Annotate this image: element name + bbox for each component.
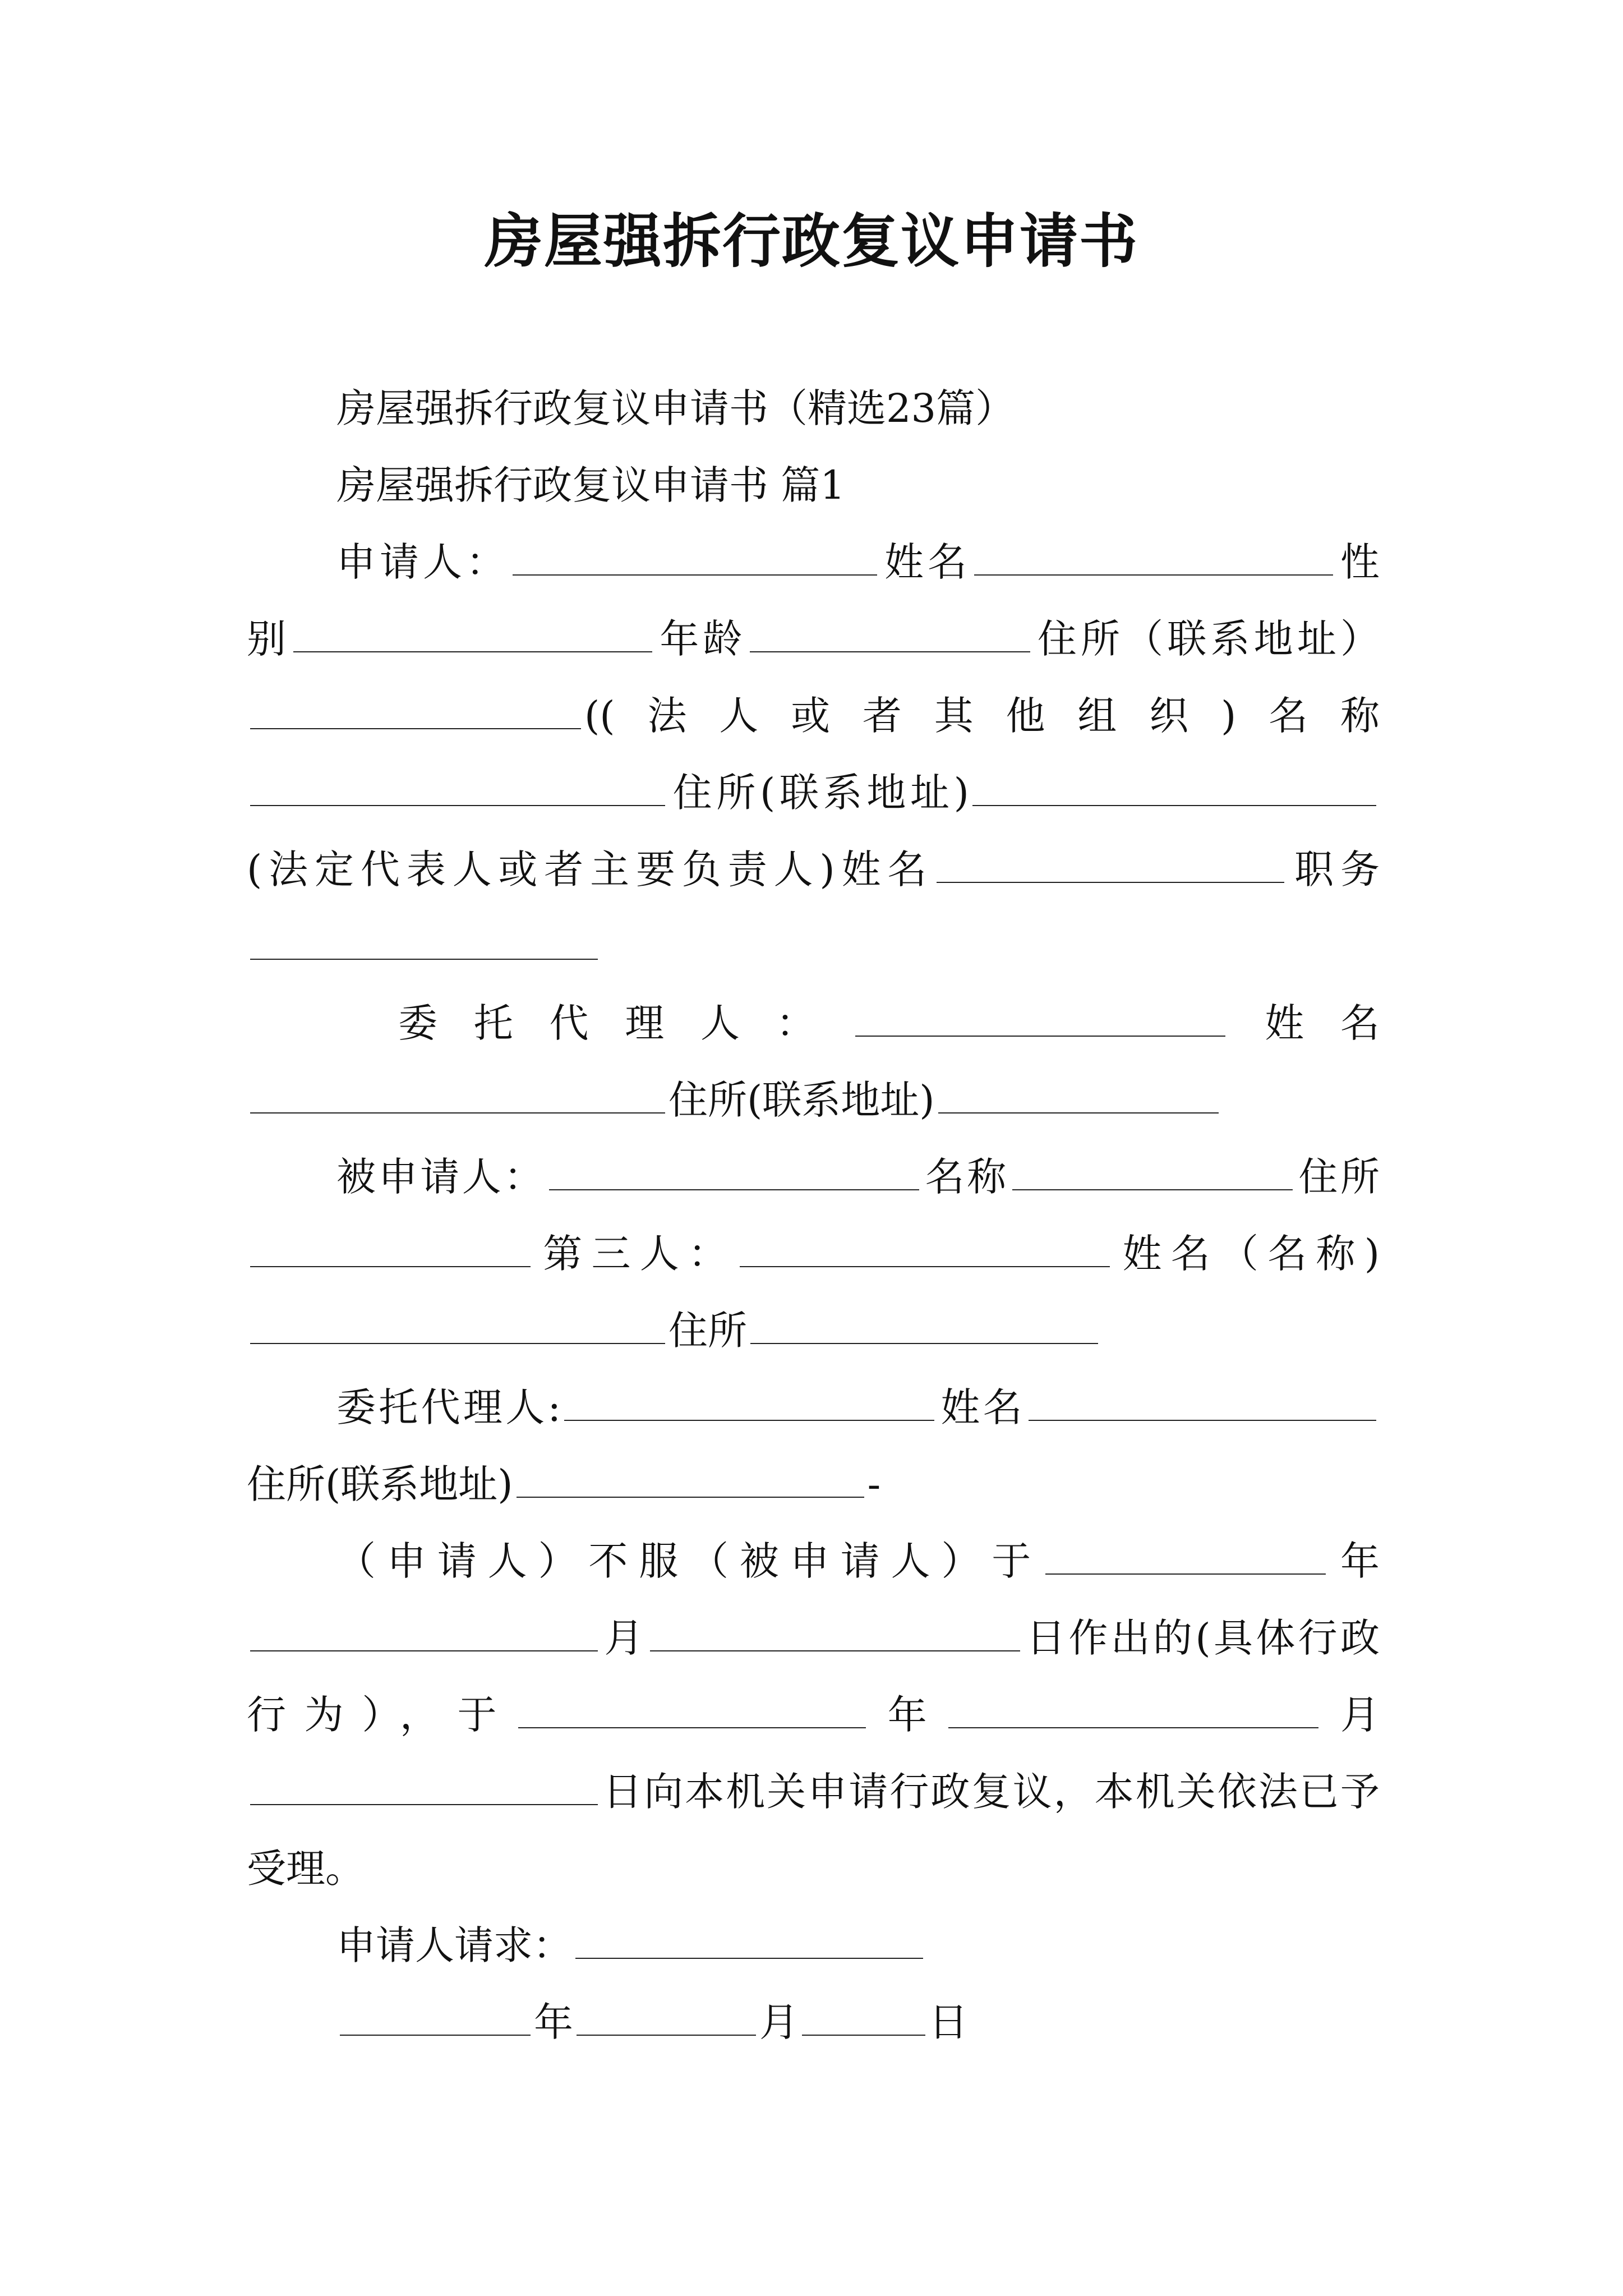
- agent2-dash: -: [867, 1461, 881, 1507]
- blank-field[interactable]: [972, 770, 1376, 806]
- statement-part1: （申请人）不服（被申请人）于: [336, 1538, 1043, 1584]
- blank-field[interactable]: [974, 540, 1333, 576]
- blank-field[interactable]: [564, 1385, 934, 1421]
- blank-field[interactable]: [549, 1154, 919, 1190]
- statement-year: 年: [1329, 1538, 1380, 1584]
- respondent-label: 被申请人：: [336, 1154, 546, 1200]
- blank-field[interactable]: [250, 1078, 665, 1114]
- third-party-address-label: 住所: [668, 1308, 747, 1354]
- blank-field[interactable]: [1045, 1539, 1326, 1575]
- subtitle: 房屋强拆行政复议申请书（精选23篇）: [336, 385, 1015, 431]
- blank-field[interactable]: [250, 693, 581, 729]
- date-month: 月: [759, 1999, 799, 2045]
- blank-field[interactable]: [250, 1769, 598, 1805]
- agent2-name-label: 姓名: [938, 1384, 1025, 1430]
- day-blank[interactable]: [802, 2000, 925, 2036]
- statement-section: [247, 1523, 1380, 1907]
- document-body: [247, 370, 1380, 2061]
- date-year: 年: [534, 1999, 573, 2045]
- blank-field[interactable]: [855, 1001, 1225, 1037]
- blank-field[interactable]: [517, 1462, 864, 1498]
- blank-field[interactable]: [250, 924, 598, 960]
- applicant-org-address-label: 住所(联系地址): [668, 770, 969, 816]
- applicant-rep-label: (法定代表人或者主要负责人)姓名: [247, 846, 934, 892]
- blank-field[interactable]: [750, 616, 1030, 652]
- blank-field[interactable]: [750, 1308, 1098, 1344]
- statement-part2: 日作出的(具体行政行为），于: [247, 1615, 1380, 1738]
- request-label: 申请人请求：: [336, 1922, 572, 1968]
- blank-field[interactable]: [575, 1923, 923, 1959]
- statement-year2: 年: [869, 1692, 946, 1738]
- blank-field[interactable]: [518, 1692, 866, 1728]
- statement-month2: 月: [1322, 1692, 1380, 1738]
- third-party-name-label: 姓名（名称): [1113, 1231, 1380, 1277]
- blank-field[interactable]: [740, 1231, 1110, 1267]
- applicant-gender-label: 性别: [247, 539, 1380, 662]
- date-line: [247, 1984, 1380, 2061]
- respondent-address-label: 住所: [1295, 1154, 1380, 1200]
- blank-field[interactable]: [250, 1616, 598, 1651]
- blank-field[interactable]: [250, 1308, 665, 1344]
- respondent-name-label: 名称: [923, 1154, 1009, 1200]
- blank-field[interactable]: [250, 1231, 531, 1267]
- third-party-label: 第三人：: [534, 1231, 737, 1277]
- applicant-age-label: 年龄: [656, 616, 746, 662]
- request-section: [247, 1907, 1380, 1984]
- month-blank[interactable]: [577, 2000, 756, 2036]
- blank-field[interactable]: [650, 1616, 1020, 1651]
- statement-part3: 日向本机关申请行政复议，本机关依法已予受理。: [247, 1769, 1380, 1892]
- agent-name-label: 姓名: [1228, 1000, 1380, 1046]
- blank-field[interactable]: [1029, 1385, 1376, 1421]
- agent2-section: [247, 1369, 1380, 1523]
- agent-section: [247, 985, 1380, 1139]
- agent-label: 委托代理人：: [398, 1000, 852, 1046]
- applicant-section: [247, 524, 1380, 985]
- document-title: 房屋强拆行政复议申请书: [484, 206, 1138, 275]
- blank-field[interactable]: [513, 540, 877, 576]
- agent2-label: 委托代理人:: [336, 1384, 561, 1430]
- year-blank[interactable]: [340, 2000, 531, 2036]
- applicant-label: 申请人：: [336, 539, 509, 585]
- chapter-heading: 房屋强拆行政复议申请书 篇1: [336, 462, 845, 508]
- blank-field[interactable]: [948, 1692, 1318, 1728]
- blank-field[interactable]: [293, 616, 652, 652]
- blank-field[interactable]: [938, 1078, 1219, 1114]
- applicant-name-label: 姓名: [880, 539, 971, 585]
- statement-month: 月: [601, 1615, 647, 1661]
- agent-address-label: 住所(联系地址): [668, 1077, 935, 1123]
- applicant-org-label: ((法人或者其他组织)名称: [584, 693, 1380, 739]
- respondent-section: [247, 1139, 1380, 1369]
- blank-field[interactable]: [250, 770, 665, 806]
- applicant-position-label: 职务: [1288, 846, 1380, 892]
- date-day: 日: [929, 1999, 968, 2045]
- applicant-address-label: 住所（联系地址）: [1033, 616, 1380, 662]
- agent2-address-label: 住所(联系地址): [247, 1461, 513, 1507]
- blank-field[interactable]: [937, 847, 1284, 883]
- blank-field[interactable]: [1012, 1154, 1293, 1190]
